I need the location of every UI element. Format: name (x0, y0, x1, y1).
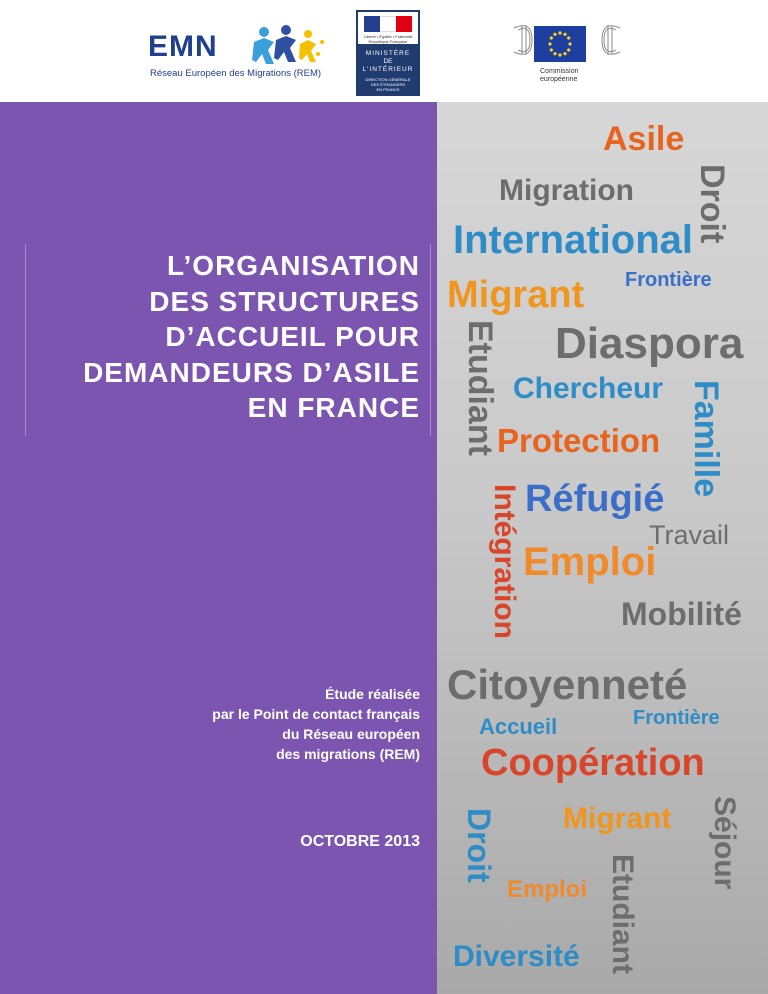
ministere-line4: DIRECTION GÉNÉRALE (365, 77, 411, 82)
word-citoyennete: Citoyenneté (447, 661, 688, 708)
word-frontiere-top: Frontière (625, 269, 712, 291)
european-commission-logo (512, 14, 622, 94)
ministere-rf-line: République Française (368, 39, 408, 44)
ministere-line1: MINISTÈRE (365, 50, 411, 57)
word-migrant-top: Migrant (447, 274, 585, 316)
emn-logo (148, 22, 328, 84)
purple-panel (0, 102, 437, 994)
study-line-1: Étude réalisée (325, 686, 420, 702)
word-protection: Protection (497, 422, 661, 459)
title-line-4: DEMANDEURS D’ASILE (83, 356, 420, 388)
commission-line1: Commission (540, 68, 579, 75)
word-refugie: Réfugié (525, 478, 665, 520)
word-cloud (437, 102, 768, 994)
cover-header (0, 0, 768, 102)
title-line-2: DES STRUCTURES (149, 285, 420, 317)
word-frontiere-low: Frontière (633, 707, 720, 729)
word-emploi-low: Emploi (507, 876, 588, 903)
ministere-line3: L'INTÉRIEUR (362, 66, 414, 73)
commission-text (540, 68, 579, 84)
study-line-3: du Réseau européen (282, 726, 420, 742)
commission-line2: européenne (540, 76, 578, 83)
publication-date: OCTOBRE 2013 (300, 833, 420, 850)
word-international: International (453, 218, 694, 262)
title-line-5: EN FRANCE (247, 392, 420, 423)
word-accueil: Accueil (479, 714, 558, 739)
word-migration: Migration (499, 174, 634, 207)
word-asile: Asile (603, 120, 685, 158)
study-description (212, 684, 420, 764)
word-migrant-low: Migrant (563, 802, 672, 835)
page-title (83, 248, 420, 426)
word-famille: Famille (687, 380, 725, 498)
title-rule-right (430, 244, 431, 436)
word-sejour: Séjour (708, 796, 741, 890)
study-line-2: par le Point de contact français (212, 706, 420, 722)
word-mobilite: Mobilité (621, 596, 742, 632)
ministere-motto (362, 34, 414, 44)
ministere-motto-line: Liberté • Égalité • Fraternité (363, 34, 413, 39)
word-etudiant-left: Etudiant (461, 320, 499, 456)
emn-subtitle: Réseau Européen des Migrations (REM) (150, 68, 322, 79)
word-emploi-mid: Emploi (523, 540, 657, 584)
word-travail: Travail (649, 520, 730, 550)
ministere-line6: EN FRANCE (376, 87, 400, 92)
ministere-line5: DES ÉTRANGERS (370, 82, 406, 87)
study-line-4: des migrations (REM) (276, 746, 420, 762)
word-droit-top: Droit (693, 164, 731, 244)
word-integration: Intégration (488, 484, 521, 639)
ministere-interieur-logo (356, 10, 420, 96)
emn-figures-icon (252, 24, 328, 68)
ministere-line2: DE (383, 58, 393, 65)
word-etudiant-low: Etudiant (606, 854, 639, 974)
word-droit-low: Droit (461, 808, 497, 883)
title-line-3: D’ACCUEIL POUR (165, 321, 420, 352)
word-chercheur: Chercheur (513, 372, 664, 405)
title-line-1: L’ORGANISATION (166, 250, 420, 281)
word-diversite: Diversité (453, 940, 580, 973)
title-rule-left (25, 244, 26, 436)
word-cooperation: Coopération (481, 742, 705, 784)
word-diaspora: Diaspora (555, 319, 744, 368)
emn-logo-text: EMN (148, 30, 218, 63)
eu-flag-icon (534, 26, 586, 62)
marianne-flag-icon (358, 12, 418, 44)
